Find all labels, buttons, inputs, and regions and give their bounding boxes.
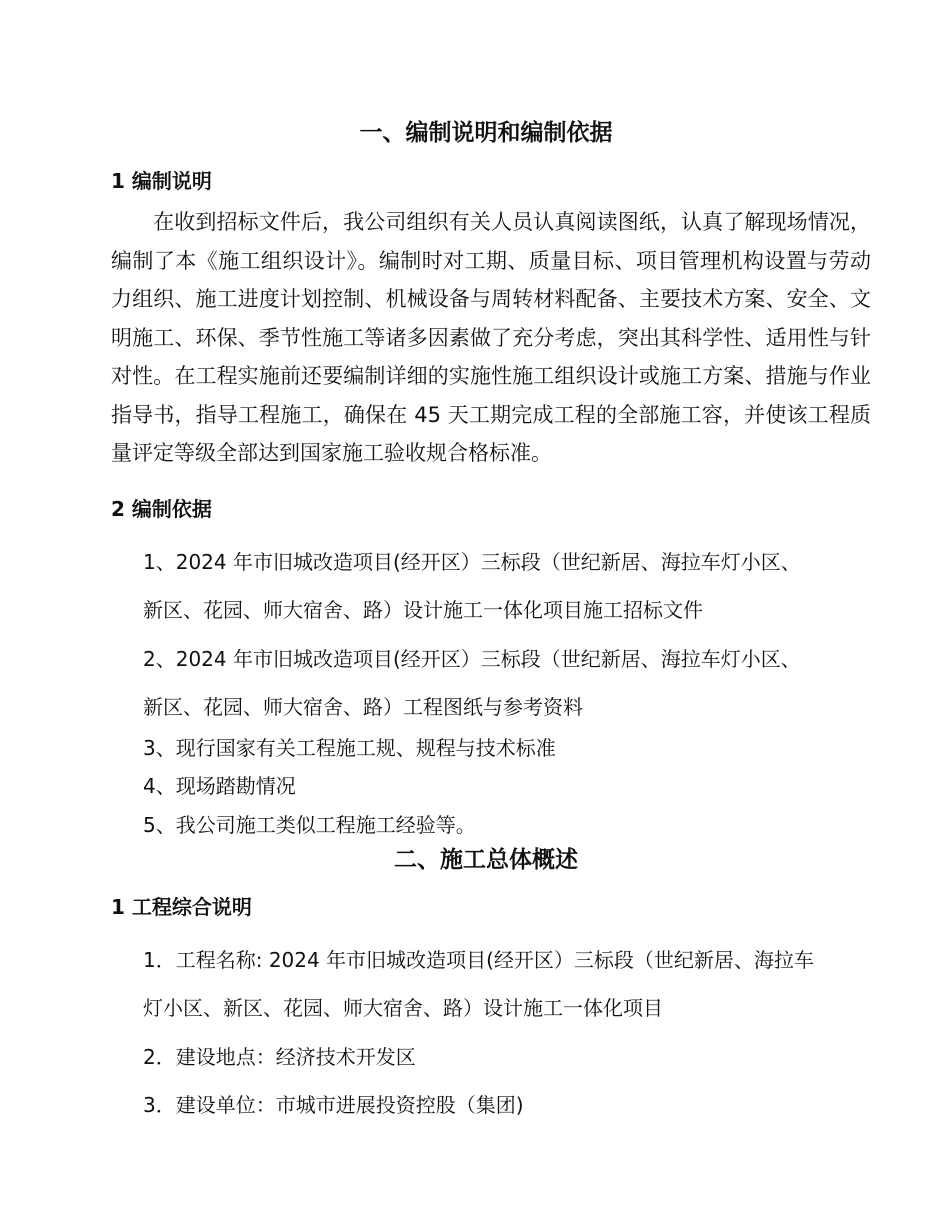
basis-item-1-line-2: 新区、花园、师大宿舍、路）设计施工一体化项目施工招标文件 xyxy=(143,598,703,622)
overview-item-1-line-1: 1．工程名称: 2024 年市旧城改造项目(经开区）三标段（世纪新居、海拉车 xyxy=(143,948,814,972)
overview-item-3: 3．建设单位：市城市进展投资控股（集团) xyxy=(143,1093,524,1117)
basis-item-3: 3、现行国家有关工程施工规、规程与技术标准 xyxy=(143,736,556,760)
overview-item-2: 2．建设地点：经济技术开发区 xyxy=(143,1045,416,1069)
overview-item-1-line-2: 灯小区、新区、花园、师大宿舍、路）设计施工一体化项目 xyxy=(143,996,663,1020)
subsection-2-1-title: 1 工程综合说明 xyxy=(111,895,252,919)
section-2-title: 二、施工总体概述 xyxy=(394,847,578,873)
basis-item-2-line-2: 新区、花园、师大宿舍、路）工程图纸与参考资料 xyxy=(143,695,583,719)
compilation-description-paragraph xyxy=(111,203,871,473)
section-1-title: 一、编制说明和编制依据 xyxy=(359,120,613,146)
basis-item-5: 5、我公司施工类似工程施工经验等。 xyxy=(143,813,476,837)
basis-item-1-line-1: 1、2024 年市旧城改造项目(经开区）三标段（世纪新居、海拉车灯小区、 xyxy=(143,550,801,574)
basis-item-2-line-1: 2、2024 年市旧城改造项目(经开区）三标段（世纪新居、海拉车灯小区、 xyxy=(143,647,801,671)
basis-item-4: 4、现场踏勘情况 xyxy=(143,774,296,798)
subsection-1-2-title: 2 编制依据 xyxy=(111,497,212,521)
subsection-1-1-title: 1 编制说明 xyxy=(111,169,212,193)
paragraph-text: 在收到招标文件后，我公司组织有关人员认真阅读图纸，认真了解现场情况，编制了本《施工组织设计》。编制时对工期、质量目标、项目管理机构设置与劳动力组织、施工进度计划控制、机械设备与周转材料配备、主要技术方案、安全、文明施工、环保、季节性施工等诸多因素做了充分考虑，突出其科学性、适用性与针对性。在工程实施前还要编制详细的实施性施工组织设计或施工方案、措施与作业指导书，指导工程施工，确保在 45 天工期完成工程的全部施工容，并使该工程质量评定等级全部达到国家施工验收规合格标准。 xyxy=(111,210,871,465)
